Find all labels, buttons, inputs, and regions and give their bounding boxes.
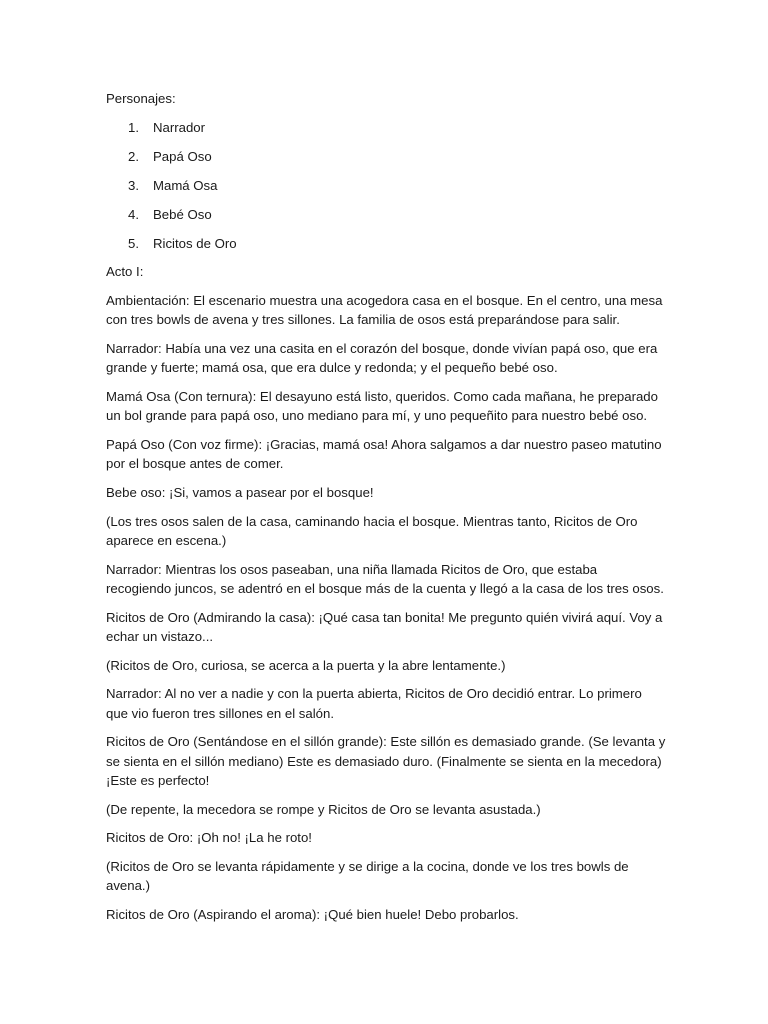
document-body (106, 89, 666, 934)
list-item (106, 205, 666, 224)
paragraph: Bebe oso: ¡Si, vamos a pasear por el bosque! (106, 484, 374, 500)
character-name: Mamá Osa (153, 177, 218, 193)
paragraph: (Ricitos de Oro, curiosa, se acerca a la puerta y la abre lentamente.) (106, 657, 506, 673)
paragraph: Ricitos de Oro: ¡Oh no! ¡La he roto! (106, 830, 312, 846)
character-name: Papá Oso (153, 149, 212, 165)
character-name: Ricitos de Oro (153, 235, 237, 251)
paragraph: Ambientación: El escenario muestra una acogedora casa en el bosque. En el centro, una mesa con tres bowls de avena y tres sillones. La familia de osos está preparándose para salir. (106, 292, 663, 327)
paragraph: Papá Oso (Con voz firme): ¡Gracias, mamá osa! Ahora salgamos a dar nuestro paseo matutino por el bosque antes de comer. (106, 436, 662, 471)
paragraph: (Los tres osos salen de la casa, caminando hacia el bosque. Mientras tanto, Ricitos de Oro aparece en escena.) (106, 513, 638, 548)
paragraph: Ricitos de Oro (Admirando la casa): ¡Qué casa tan bonita! Me pregunto quién vivirá aquí. Voy a echar un vistazo... (106, 609, 663, 644)
paragraph: Narrador: Mientras los osos paseaban, una niña llamada Ricitos de Oro, que estaba recogiendo juncos, se adentró en el bosque más de la cuenta y llegó a la casa de los tres osos. (106, 561, 664, 596)
paragraph: (De repente, la mecedora se rompe y Ricitos de Oro se levanta asustada.) (106, 801, 541, 817)
characters-heading: Personajes: (106, 91, 176, 106)
list-number: 2. (128, 149, 139, 165)
list-item (106, 176, 666, 195)
list-number: 5. (128, 235, 139, 251)
paragraph: Narrador: Al no ver a nadie y con la puerta abierta, Ricitos de Oro decidió entrar. Lo primero que vio fueron tres sillones en el salón. (106, 686, 642, 721)
list-item (106, 147, 666, 166)
list-number: 3. (128, 177, 139, 193)
act-heading: Acto I: (106, 263, 144, 279)
list-number: 4. (128, 206, 139, 222)
paragraph: Narrador: Había una vez una casita en el corazón del bosque, donde vivían papá oso, que era grande y fuerte; mamá osa, que era dulce y redonda; y el pequeño bebé oso. (106, 340, 658, 375)
character-name: Narrador (153, 120, 206, 136)
paragraph: Ricitos de Oro (Sentándose en el sillón grande): Este sillón es demasiado grande. (Se levanta y se sienta en el sillón mediano) Este es demasiado duro. (Finalmente se sienta en la mecedora) ¡Este es perfecto! (106, 734, 666, 788)
list-item (106, 234, 666, 253)
characters-list (106, 118, 666, 253)
list-item (106, 118, 666, 137)
paragraph: Mamá Osa (Con ternura): El desayuno está listo, queridos. Como cada mañana, he preparado un bol grande para papá oso, uno mediano para mí, y uno pequeñito para nuestro bebé oso. (106, 388, 658, 423)
paragraph: Ricitos de Oro (Aspirando el aroma): ¡Qué bien huele! Debo probarlos. (106, 907, 519, 923)
character-name: Bebé Oso (153, 206, 212, 222)
paragraph: (Ricitos de Oro se levanta rápidamente y se dirige a la cocina, donde ve los tres bowls de avena.) (106, 859, 629, 894)
list-number: 1. (128, 120, 139, 136)
